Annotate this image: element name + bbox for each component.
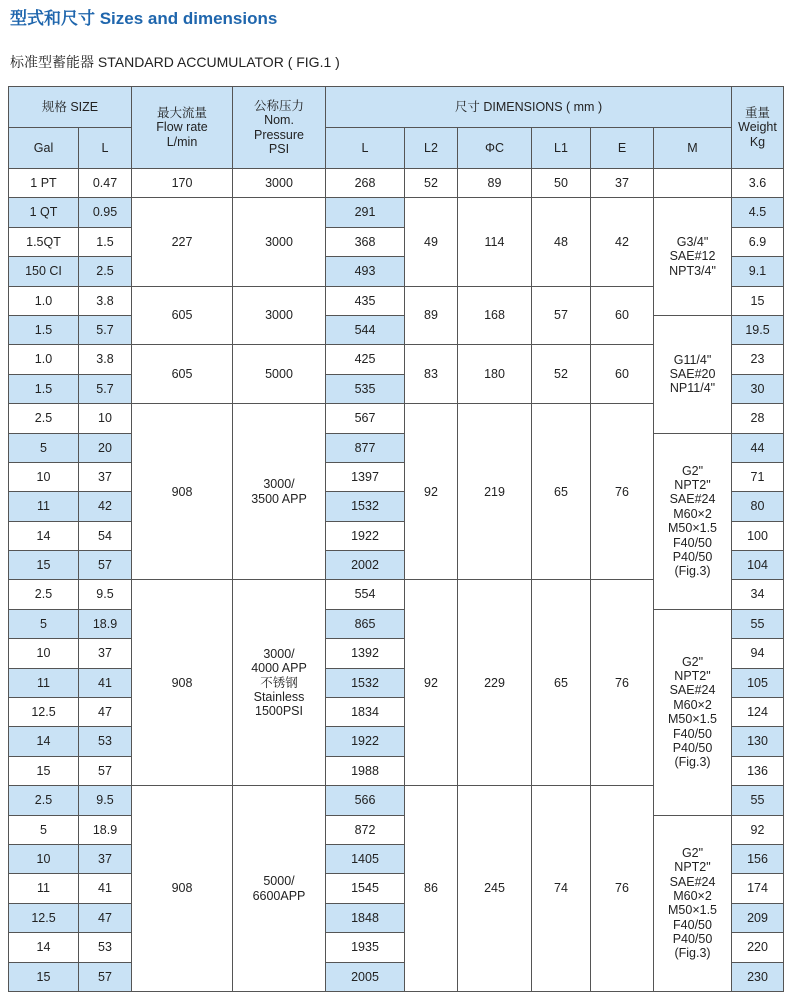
pressure-line: 5000 bbox=[265, 367, 293, 382]
pressure-line: 3000 bbox=[265, 176, 293, 190]
l2-cell: 52 bbox=[405, 169, 458, 198]
gal-cell: 10 bbox=[9, 462, 79, 491]
thread-spec-line: (Fig.3) bbox=[674, 564, 711, 579]
weight-header-cn: 重量 bbox=[744, 105, 770, 120]
table-subtitle: 标准型蓄能器 STANDARD ACCUMULATOR ( FIG.1 ) bbox=[10, 54, 340, 70]
pressure-cell bbox=[233, 404, 326, 580]
liter-cell: 18.9 bbox=[79, 815, 132, 844]
flow-rate-cell: 908 bbox=[132, 786, 233, 992]
pressure-header-en2: Pressure bbox=[253, 127, 305, 142]
phic-cell: 245 bbox=[458, 786, 532, 992]
liter-cell: 57 bbox=[79, 962, 132, 991]
gal-cell: 1.5 bbox=[9, 374, 79, 403]
thread-spec-line: NPT2" bbox=[674, 669, 711, 684]
liter-cell: 0.95 bbox=[79, 198, 132, 227]
thread-spec-cell bbox=[654, 815, 732, 991]
phic-header: ΦC bbox=[458, 128, 532, 169]
thread-spec-line: F40/50 bbox=[673, 726, 712, 741]
pressure-header bbox=[233, 87, 326, 169]
weight-cell: 3.6 bbox=[732, 169, 784, 198]
pressure-line: 3000 bbox=[265, 308, 293, 323]
dim-l-cell: 1834 bbox=[326, 698, 405, 727]
dim-l-cell: 2005 bbox=[326, 962, 405, 991]
gal-cell: 5 bbox=[9, 609, 79, 638]
liter-cell: 2.5 bbox=[79, 257, 132, 286]
pressure-line: Stainless bbox=[253, 690, 305, 705]
thread-spec-line: F40/50 bbox=[673, 535, 712, 550]
l1-cell: 48 bbox=[532, 198, 591, 286]
gal-cell: 1 QT bbox=[9, 198, 79, 227]
dim-l-cell: 1988 bbox=[326, 756, 405, 785]
thread-spec-cell bbox=[654, 609, 732, 815]
thread-spec-line: NPT2" bbox=[674, 860, 711, 875]
liter-cell: 10 bbox=[79, 404, 132, 433]
flow-rate-cell: 908 bbox=[132, 404, 233, 580]
weight-cell: 230 bbox=[732, 962, 784, 991]
thread-spec-line: M60×2 bbox=[673, 506, 712, 521]
thread-spec-line: NPT3/4" bbox=[669, 263, 716, 278]
liter-cell: 47 bbox=[79, 903, 132, 932]
flow-rate-cell: 605 bbox=[132, 345, 233, 404]
e-cell: 76 bbox=[591, 786, 654, 992]
thread-spec-line: NP11/4" bbox=[669, 381, 716, 396]
weight-cell: 156 bbox=[732, 844, 784, 873]
dim-l-cell: 368 bbox=[326, 227, 405, 256]
gal-cell: 1.5QT bbox=[9, 227, 79, 256]
weight-cell: 104 bbox=[732, 551, 784, 580]
weight-cell: 44 bbox=[732, 433, 784, 462]
weight-cell: 92 bbox=[732, 815, 784, 844]
l1-cell: 52 bbox=[532, 345, 591, 404]
liter-cell: 37 bbox=[79, 844, 132, 873]
pressure-cell bbox=[233, 580, 326, 786]
thread-spec-line: F40/50 bbox=[673, 917, 712, 932]
dim-l-cell: 1532 bbox=[326, 492, 405, 521]
dim-l-cell: 2002 bbox=[326, 551, 405, 580]
flow-rate-cell: 227 bbox=[132, 198, 233, 286]
gal-cell: 150 CI bbox=[9, 257, 79, 286]
phic-cell: 180 bbox=[458, 345, 532, 404]
liter-cell: 54 bbox=[79, 521, 132, 550]
weight-cell: 34 bbox=[732, 580, 784, 609]
table-row bbox=[9, 315, 784, 344]
l1-header: L1 bbox=[532, 128, 591, 169]
dim-l-cell: 291 bbox=[326, 198, 405, 227]
thread-spec-line: G2" bbox=[681, 463, 704, 478]
dim-l-cell: 1545 bbox=[326, 874, 405, 903]
table-row bbox=[9, 433, 784, 462]
l2-cell: 92 bbox=[405, 580, 458, 786]
pressure-cell bbox=[233, 286, 326, 345]
flow-header-unit: L/min bbox=[166, 134, 198, 149]
gal-cell: 2.5 bbox=[9, 580, 79, 609]
l2-cell: 83 bbox=[405, 345, 458, 404]
gal-cell: 15 bbox=[9, 962, 79, 991]
weight-cell: 80 bbox=[732, 492, 784, 521]
e-cell: 76 bbox=[591, 404, 654, 580]
liter-cell: 5.7 bbox=[79, 374, 132, 403]
gal-cell: 1 PT bbox=[9, 169, 79, 198]
weight-header-en: Weight bbox=[738, 120, 777, 135]
flow-rate-cell: 170 bbox=[132, 169, 233, 198]
e-cell: 60 bbox=[591, 286, 654, 345]
liter-cell: 18.9 bbox=[79, 609, 132, 638]
liter-header: L bbox=[79, 128, 132, 169]
thread-spec-line: P40/50 bbox=[672, 549, 713, 564]
dim-l-cell: 1392 bbox=[326, 639, 405, 668]
l1-cell: 50 bbox=[532, 169, 591, 198]
l2-cell: 49 bbox=[405, 198, 458, 286]
dimensions-table bbox=[8, 86, 784, 992]
thread-spec-line: M60×2 bbox=[673, 697, 712, 712]
weight-cell: 124 bbox=[732, 698, 784, 727]
l1-cell: 57 bbox=[532, 286, 591, 345]
thread-spec-line: SAE#20 bbox=[669, 367, 716, 382]
table-row bbox=[9, 815, 784, 844]
e-cell: 76 bbox=[591, 580, 654, 786]
thread-spec-cell bbox=[654, 315, 732, 433]
dim-l-cell: 435 bbox=[326, 286, 405, 315]
phic-cell: 114 bbox=[458, 198, 532, 286]
l1-cell: 65 bbox=[532, 580, 591, 786]
gal-cell: 14 bbox=[9, 727, 79, 756]
pressure-line: 6600APP bbox=[252, 888, 306, 903]
thread-spec-line: NPT2" bbox=[674, 478, 711, 493]
weight-header-unit: Kg bbox=[749, 134, 766, 149]
liter-cell: 37 bbox=[79, 462, 132, 491]
weight-cell: 136 bbox=[732, 756, 784, 785]
weight-cell: 209 bbox=[732, 903, 784, 932]
pressure-header-en1: Nom. bbox=[264, 113, 294, 128]
gal-cell: 2.5 bbox=[9, 404, 79, 433]
flow-header-en: Flow rate bbox=[156, 120, 208, 135]
gal-cell: 2.5 bbox=[9, 786, 79, 815]
weight-cell: 28 bbox=[732, 404, 784, 433]
thread-spec-line: SAE#24 bbox=[669, 683, 716, 698]
pressure-line: 3000/ bbox=[263, 477, 295, 492]
gal-cell: 10 bbox=[9, 844, 79, 873]
weight-cell: 174 bbox=[732, 874, 784, 903]
thread-spec-line: (Fig.3) bbox=[674, 946, 711, 961]
weight-cell: 19.5 bbox=[732, 315, 784, 344]
gal-cell: 1.0 bbox=[9, 345, 79, 374]
e-header: E bbox=[591, 128, 654, 169]
page-title: 型式和尺寸 Sizes and dimensions bbox=[10, 9, 278, 28]
thread-spec-cell bbox=[654, 198, 732, 316]
thread-spec-line: (Fig.3) bbox=[674, 755, 711, 770]
weight-cell: 9.1 bbox=[732, 257, 784, 286]
pressure-header-unit: PSI bbox=[268, 141, 290, 156]
dim-l-cell: 535 bbox=[326, 374, 405, 403]
pressure-cell bbox=[233, 169, 326, 198]
weight-cell: 105 bbox=[732, 668, 784, 697]
liter-cell: 57 bbox=[79, 551, 132, 580]
dim-l-cell: 865 bbox=[326, 609, 405, 638]
thread-spec-line: G11/4" bbox=[673, 352, 712, 367]
size-header: 规格 SIZE bbox=[9, 87, 132, 128]
gal-cell: 5 bbox=[9, 433, 79, 462]
dim-l-cell: 872 bbox=[326, 815, 405, 844]
gal-cell: 10 bbox=[9, 639, 79, 668]
liter-cell: 0.47 bbox=[79, 169, 132, 198]
weight-cell: 94 bbox=[732, 639, 784, 668]
gal-cell: 12.5 bbox=[9, 698, 79, 727]
header-row-2 bbox=[9, 128, 784, 169]
table-row bbox=[9, 609, 784, 638]
table-row bbox=[9, 169, 784, 198]
liter-cell: 9.5 bbox=[79, 580, 132, 609]
pressure-line: 3000/ bbox=[263, 646, 295, 661]
thread-spec-line: M60×2 bbox=[673, 888, 712, 903]
thread-spec-line: G2" bbox=[681, 654, 704, 669]
liter-cell: 5.7 bbox=[79, 315, 132, 344]
weight-cell: 6.9 bbox=[732, 227, 784, 256]
dim-l-cell: 566 bbox=[326, 786, 405, 815]
liter-cell: 47 bbox=[79, 698, 132, 727]
weight-header bbox=[732, 87, 784, 169]
thread-spec-line: SAE#12 bbox=[669, 249, 716, 264]
gal-cell: 5 bbox=[9, 815, 79, 844]
weight-cell: 4.5 bbox=[732, 198, 784, 227]
thread-spec-line: SAE#24 bbox=[669, 874, 716, 889]
weight-cell: 23 bbox=[732, 345, 784, 374]
dim-l-cell: 1397 bbox=[326, 462, 405, 491]
liter-cell: 53 bbox=[79, 727, 132, 756]
gal-cell: 11 bbox=[9, 492, 79, 521]
thread-spec-line: G3/4" bbox=[676, 235, 709, 250]
gal-cell: 1.5 bbox=[9, 315, 79, 344]
dim-l-cell: 425 bbox=[326, 345, 405, 374]
thread-spec-line: M50×1.5 bbox=[668, 903, 717, 918]
flow-header-cn: 最大流量 bbox=[156, 105, 207, 120]
dim-l-cell: 544 bbox=[326, 315, 405, 344]
l2-header: L2 bbox=[405, 128, 458, 169]
pressure-header-cn: 公称压力 bbox=[253, 98, 304, 113]
pressure-cell bbox=[233, 786, 326, 992]
dim-l-cell: 1405 bbox=[326, 844, 405, 873]
pressure-cell bbox=[233, 198, 326, 286]
pressure-line: 1500PSI bbox=[255, 704, 303, 719]
weight-cell: 30 bbox=[732, 374, 784, 403]
dim-l-cell: 1532 bbox=[326, 668, 405, 697]
liter-cell: 9.5 bbox=[79, 786, 132, 815]
e-cell: 60 bbox=[591, 345, 654, 404]
phic-cell: 168 bbox=[458, 286, 532, 345]
weight-cell: 71 bbox=[732, 462, 784, 491]
dim-l-header: L bbox=[326, 128, 405, 169]
liter-cell: 3.8 bbox=[79, 286, 132, 315]
gal-cell: 12.5 bbox=[9, 903, 79, 932]
l2-cell: 92 bbox=[405, 404, 458, 580]
l1-cell: 74 bbox=[532, 786, 591, 992]
phic-cell: 229 bbox=[458, 580, 532, 786]
flow-rate-cell: 908 bbox=[132, 580, 233, 786]
thread-spec-line: G2" bbox=[681, 845, 704, 860]
gal-cell: 15 bbox=[9, 756, 79, 785]
pressure-line: 不锈钢 bbox=[260, 675, 298, 690]
thread-spec-line: M50×1.5 bbox=[668, 521, 717, 536]
l2-cell: 89 bbox=[405, 286, 458, 345]
gal-cell: 15 bbox=[9, 551, 79, 580]
dim-l-cell: 1922 bbox=[326, 727, 405, 756]
liter-cell: 41 bbox=[79, 874, 132, 903]
liter-cell: 37 bbox=[79, 639, 132, 668]
gal-cell: 11 bbox=[9, 668, 79, 697]
gal-cell: 14 bbox=[9, 933, 79, 962]
thread-spec-line: P40/50 bbox=[672, 932, 713, 947]
weight-cell: 130 bbox=[732, 727, 784, 756]
thread-spec-line: M50×1.5 bbox=[668, 712, 717, 727]
dim-l-cell: 268 bbox=[326, 169, 405, 198]
liter-cell: 3.8 bbox=[79, 345, 132, 374]
dim-l-cell: 567 bbox=[326, 404, 405, 433]
gal-cell: 14 bbox=[9, 521, 79, 550]
weight-cell: 220 bbox=[732, 933, 784, 962]
m-header: M bbox=[654, 128, 732, 169]
pressure-line: 3000 bbox=[265, 234, 293, 249]
dim-l-cell: 1922 bbox=[326, 521, 405, 550]
l1-cell: 65 bbox=[532, 404, 591, 580]
dim-l-cell: 1935 bbox=[326, 933, 405, 962]
e-cell: 37 bbox=[591, 169, 654, 198]
weight-cell: 15 bbox=[732, 286, 784, 315]
thread-spec-line: SAE#24 bbox=[669, 492, 716, 507]
gal-cell: 1.0 bbox=[9, 286, 79, 315]
l2-cell: 86 bbox=[405, 786, 458, 992]
m-cell-empty bbox=[654, 169, 732, 198]
phic-cell: 219 bbox=[458, 404, 532, 580]
liter-cell: 53 bbox=[79, 933, 132, 962]
pressure-line: 4000 APP bbox=[251, 661, 307, 676]
table-row bbox=[9, 198, 784, 227]
liter-cell: 20 bbox=[79, 433, 132, 462]
gal-cell: 11 bbox=[9, 874, 79, 903]
weight-cell: 55 bbox=[732, 609, 784, 638]
pressure-cell bbox=[233, 345, 326, 404]
pressure-line: 3500 APP bbox=[251, 491, 307, 506]
liter-cell: 1.5 bbox=[79, 227, 132, 256]
dim-l-cell: 877 bbox=[326, 433, 405, 462]
gal-header: Gal bbox=[9, 128, 79, 169]
table-body bbox=[9, 169, 784, 992]
flow-rate-cell: 605 bbox=[132, 286, 233, 345]
pressure-line: 5000/ bbox=[263, 874, 295, 889]
dimensions-header: 尺寸 DIMENSIONS ( mm ) bbox=[326, 87, 732, 128]
e-cell: 42 bbox=[591, 198, 654, 286]
thread-spec-line: P40/50 bbox=[672, 740, 713, 755]
dim-l-cell: 493 bbox=[326, 257, 405, 286]
liter-cell: 57 bbox=[79, 756, 132, 785]
weight-cell: 55 bbox=[732, 786, 784, 815]
liter-cell: 42 bbox=[79, 492, 132, 521]
phic-cell: 89 bbox=[458, 169, 532, 198]
dim-l-cell: 554 bbox=[326, 580, 405, 609]
liter-cell: 41 bbox=[79, 668, 132, 697]
header-row-1 bbox=[9, 87, 784, 128]
dim-l-cell: 1848 bbox=[326, 903, 405, 932]
weight-cell: 100 bbox=[732, 521, 784, 550]
flow-header bbox=[132, 87, 233, 169]
thread-spec-cell bbox=[654, 433, 732, 609]
